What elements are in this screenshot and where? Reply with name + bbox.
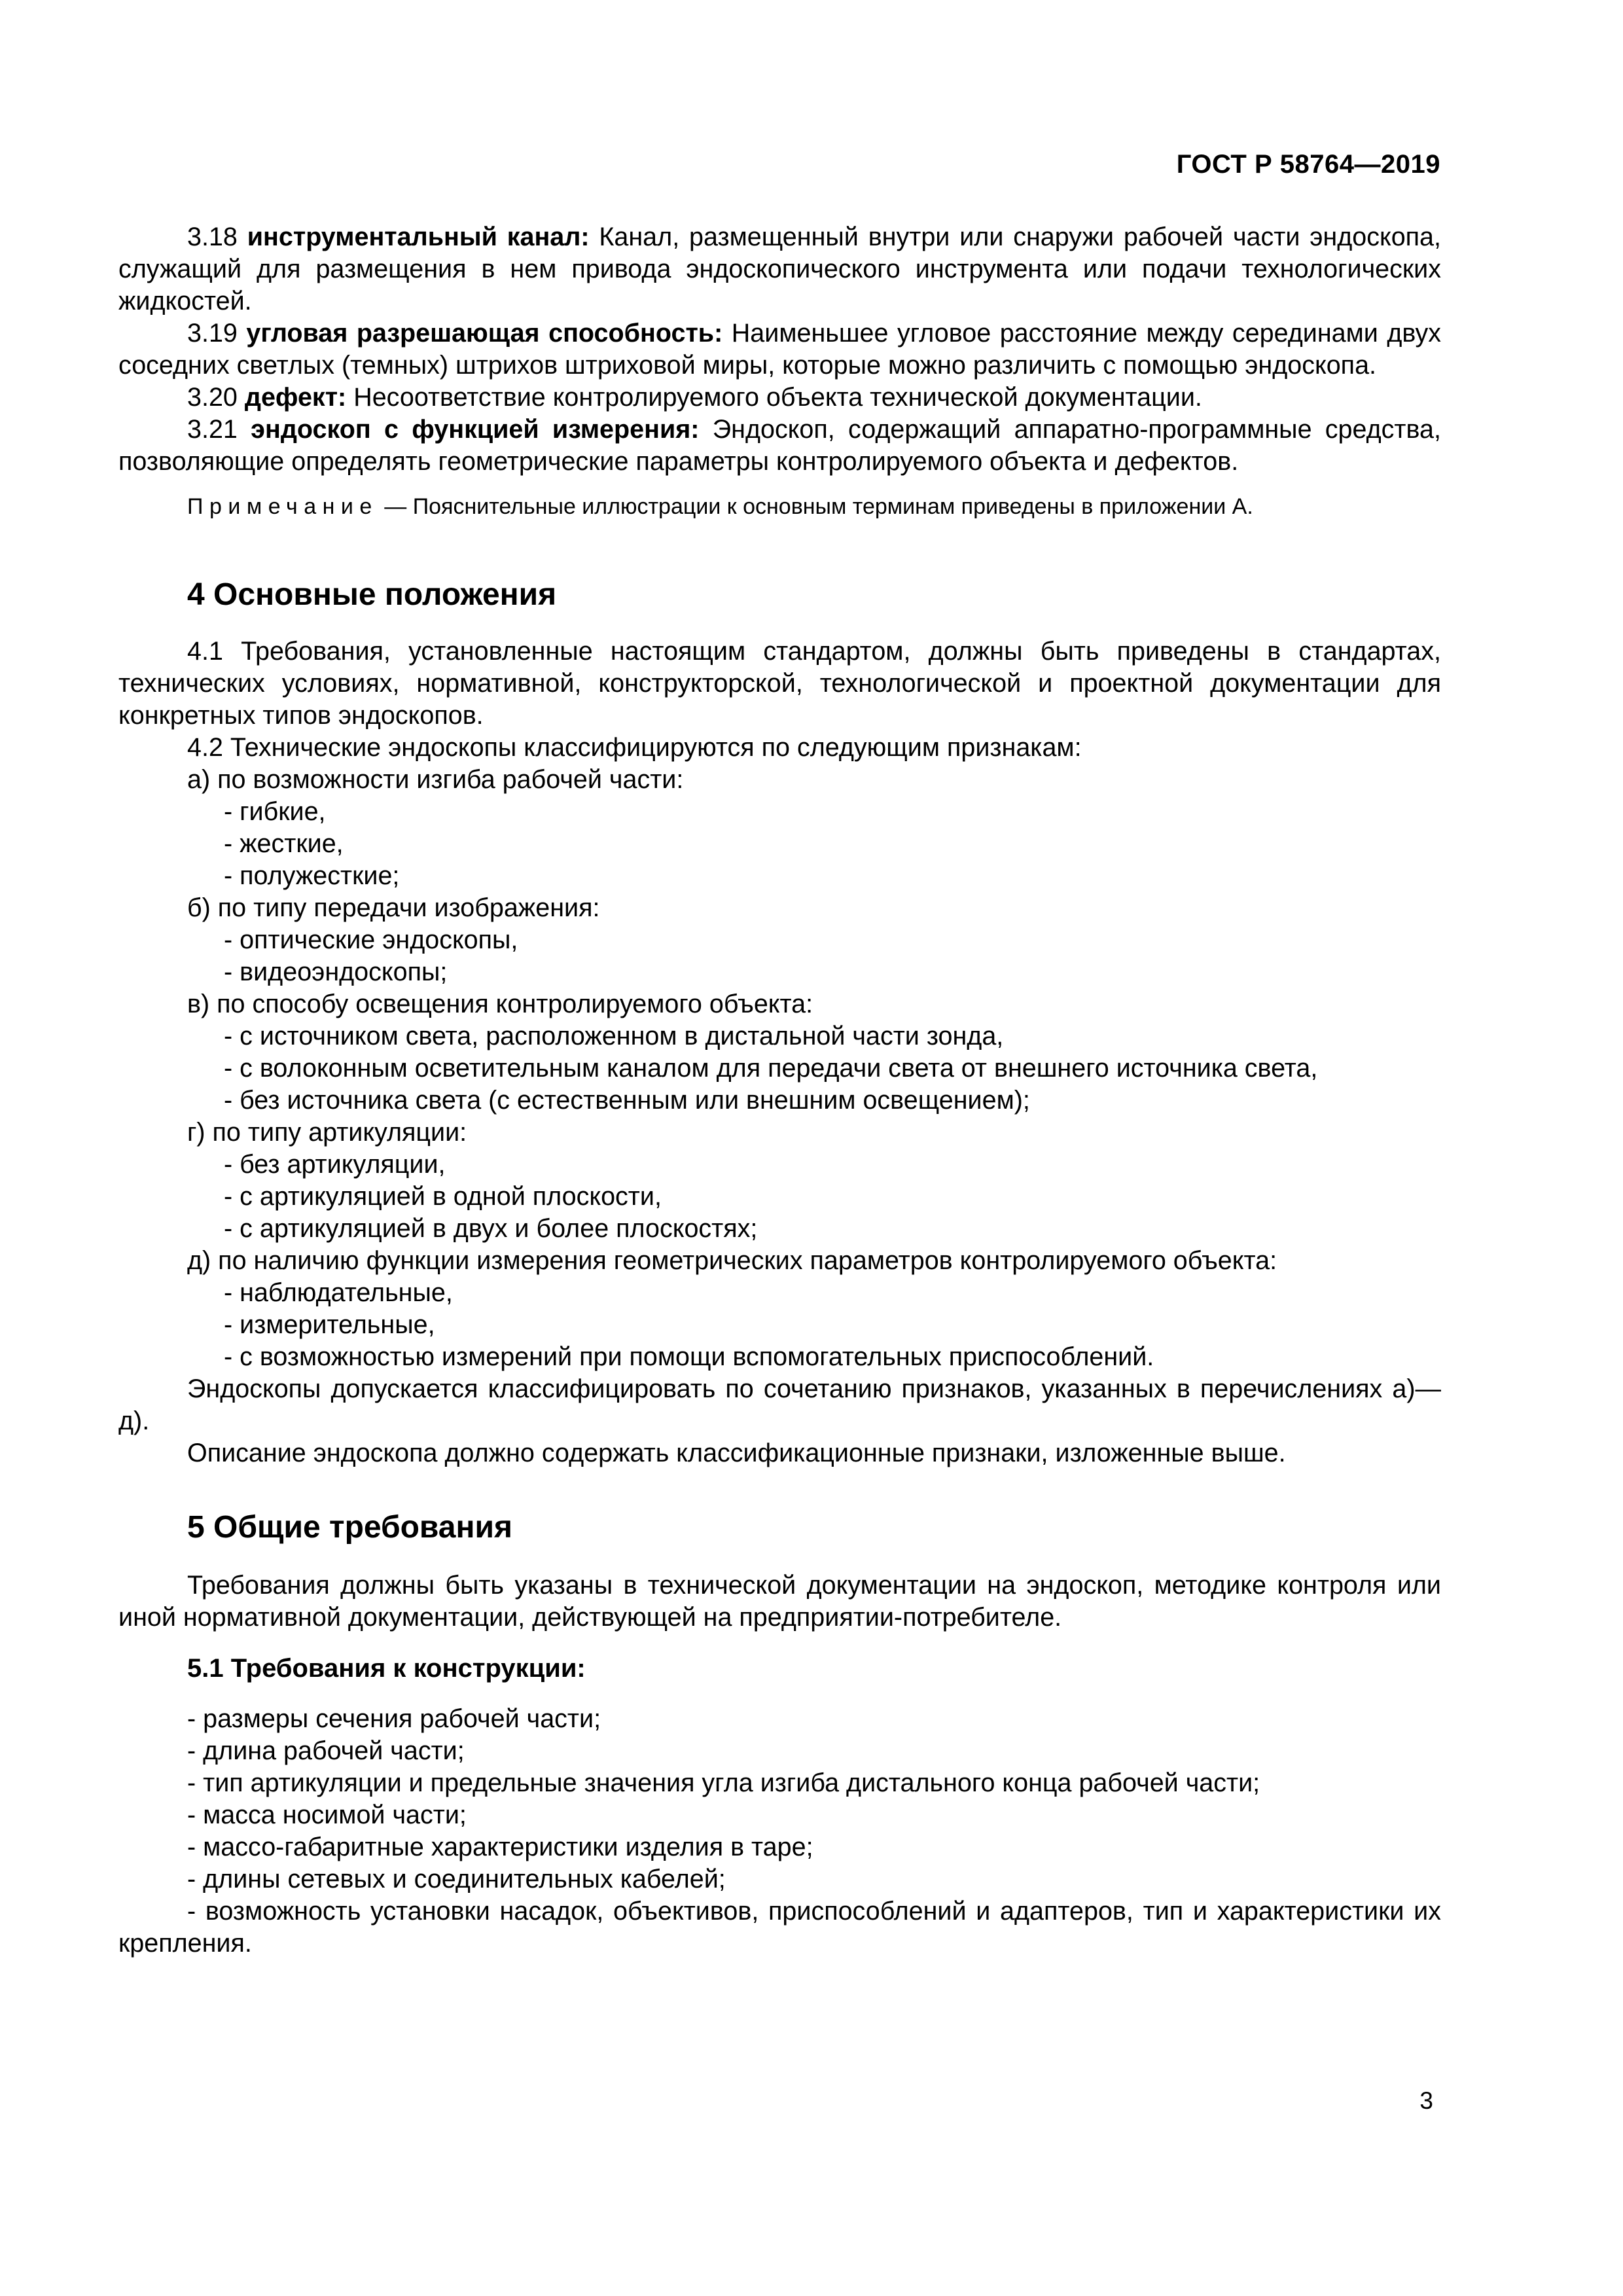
list-item: - измерительные, bbox=[224, 1310, 435, 1339]
list-item: - тип артикуляции и предельные значения угла изгиба дистального конца рабочей части; bbox=[187, 1768, 1260, 1797]
list-item: - полужесткие; bbox=[224, 861, 400, 890]
classification-group-v: в) по способу освещения контролируемого объекта: bbox=[187, 990, 813, 1018]
term-3-21 bbox=[118, 414, 1441, 478]
classification-group-b: б) по типу передачи изображения: bbox=[187, 893, 600, 922]
list-item: - без артикуляции, bbox=[224, 1150, 446, 1179]
term-number: 3.19 bbox=[187, 319, 238, 348]
term-name: дефект: bbox=[244, 383, 347, 412]
subsection-5-1-heading: 5.1 Требования к конструкции: bbox=[187, 1654, 586, 1683]
paragraph-4-2: 4.2 Технические эндоскопы классифицируются по следующим признакам: bbox=[187, 733, 1082, 762]
term-definition: Наименьшее угловое расстояние между серединами двух соседних светлых (темных) штрихов штриховой миры, которые можно различить с помощью эндоскопа. bbox=[118, 319, 1441, 380]
classification-group-d: д) по наличию функции измерения геометрических параметров контролируемого объекта: bbox=[187, 1246, 1277, 1275]
paragraph-5-intro: Требования должны быть указаны в технической документации на эндоскоп, методике контроля или иной нормативной документации, действующей на предприятии-потребителе. bbox=[118, 1571, 1441, 1632]
list-item: - массо-габаритные характеристики изделия в таре; bbox=[187, 1833, 813, 1861]
list-item: - гибкие, bbox=[224, 797, 326, 826]
page-number: 3 bbox=[1419, 2087, 1433, 2114]
list-item: - возможность установки насадок, объективов, приспособлений и адаптеров, тип и характеристики их крепления. bbox=[118, 1897, 1441, 1958]
paragraph-4-1: 4.1 Требования, установленные настоящим стандартом, должны быть приведены в стандартах, технических условиях, нормативной, конструкторской, технологической и проектной документации для конкретных типов эндоскопов. bbox=[118, 637, 1441, 730]
list-item: - с артикуляцией в двух и более плоскостях; bbox=[224, 1214, 758, 1243]
note bbox=[118, 492, 1441, 522]
term-number: 3.21 bbox=[187, 415, 238, 444]
list-item: - масса носимой части; bbox=[187, 1801, 467, 1829]
standard-header: ГОСТ Р 58764—2019 bbox=[1176, 150, 1440, 179]
term-3-20 bbox=[118, 382, 1441, 414]
list-item: - с источником света, расположенном в дистальной части зонда, bbox=[224, 1022, 1004, 1050]
term-3-18 bbox=[118, 221, 1441, 317]
list-item: - размеры сечения рабочей части; bbox=[187, 1704, 601, 1733]
document-body bbox=[118, 221, 1441, 1960]
list-item: - длина рабочей части; bbox=[187, 1736, 465, 1765]
term-number: 3.18 bbox=[187, 223, 238, 251]
term-definition: Эндоскоп, содержащий аппаратно-программные средства, позволяющие определять геометрические параметры контролируемого объекта и дефектов. bbox=[118, 415, 1441, 476]
classification-group-g: г) по типу артикуляции: bbox=[187, 1118, 467, 1147]
term-name: эндоскоп с функцией измерения: bbox=[251, 415, 700, 444]
term-definition: Канал, размещенный внутри или снаружи рабочей части эндоскопа, служащий для размещения в нем привода эндоскопического инструмента или подачи технологических жидкостей. bbox=[118, 223, 1441, 315]
classification-group-a: а) по возможности изгиба рабочей части: bbox=[187, 765, 684, 794]
list-item: - без источника света (с естественным или внешним освещением); bbox=[224, 1086, 1030, 1115]
term-number: 3.20 bbox=[187, 383, 238, 412]
list-item: - видеоэндоскопы; bbox=[224, 958, 448, 986]
term-definition: Несоответствие контролируемого объекта технической документации. bbox=[353, 383, 1202, 412]
list-item: - с возможностью измерений при помощи вспомогательных приспособлений. bbox=[224, 1342, 1154, 1371]
paragraph-combination: Эндоскопы допускается классифицировать по сочетанию признаков, указанных в перечислениях а)—д). bbox=[118, 1374, 1441, 1435]
list-item: - наблюдательные, bbox=[224, 1278, 453, 1307]
list-item: - жесткие, bbox=[224, 829, 344, 858]
section-4-heading: 4 Основные положения bbox=[187, 577, 557, 612]
list-item: - с волоконным осветительным каналом для передачи света от внешнего источника света, bbox=[224, 1054, 1318, 1083]
note-label: Примечание bbox=[187, 494, 378, 519]
note-text: — Пояснительные иллюстрации к основным терминам приведены в приложении А. bbox=[378, 494, 1253, 519]
list-item: - с артикуляцией в одной плоскости, bbox=[224, 1182, 662, 1211]
section-5-heading: 5 Общие требования bbox=[187, 1510, 512, 1545]
term-name: инструментальный канал: bbox=[247, 223, 590, 251]
paragraph-description: Описание эндоскопа должно содержать классификационные признаки, изложенные выше. bbox=[187, 1439, 1286, 1467]
list-item: - оптические эндоскопы, bbox=[224, 925, 518, 954]
term-3-19 bbox=[118, 317, 1441, 382]
term-name: угловая разрешающая способность: bbox=[246, 319, 723, 348]
list-item: - длины сетевых и соединительных кабелей; bbox=[187, 1865, 726, 1893]
